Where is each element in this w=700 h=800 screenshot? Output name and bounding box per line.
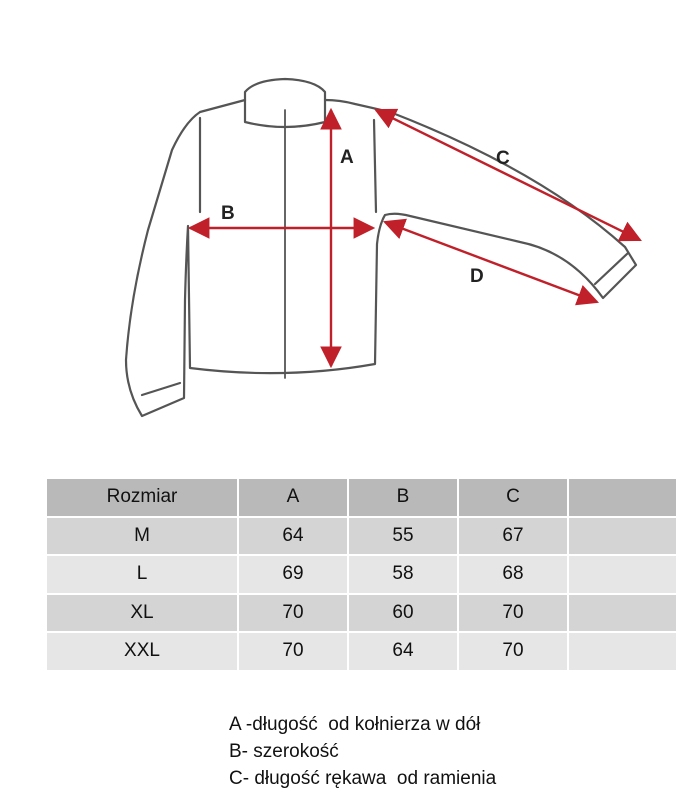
table-cell	[569, 633, 678, 672]
measurement-legend	[229, 711, 496, 792]
table-cell: 60	[349, 595, 459, 634]
table-cell	[569, 556, 678, 595]
table-cell: 70	[459, 595, 569, 634]
table-cell: XXL	[47, 633, 239, 672]
legend-item-b: B- szerokość	[229, 741, 339, 762]
table-cell: 55	[349, 518, 459, 557]
header-cell: A	[239, 479, 349, 518]
table-row	[47, 518, 678, 557]
legend-item-a: A -długość od kołnierza w dół	[229, 714, 481, 735]
label-c: C	[496, 148, 510, 169]
size-table	[47, 479, 678, 672]
table-row	[47, 633, 678, 672]
table-cell: 69	[239, 556, 349, 595]
header-cell: Rozmiar	[47, 479, 239, 518]
table-cell: 58	[349, 556, 459, 595]
label-d: D	[470, 266, 484, 287]
table-cell: 64	[239, 518, 349, 557]
label-a: A	[340, 147, 354, 168]
table-row	[47, 595, 678, 634]
arrow-c	[376, 110, 640, 240]
table-cell: 70	[239, 595, 349, 634]
table-cell	[569, 518, 678, 557]
table-cell: 68	[459, 556, 569, 595]
table-cell: XL	[47, 595, 239, 634]
header-cell: C	[459, 479, 569, 518]
table-header-row	[47, 479, 678, 518]
table-cell: 64	[349, 633, 459, 672]
arrow-d	[385, 222, 597, 302]
table-cell: M	[47, 518, 239, 557]
header-cell: B	[349, 479, 459, 518]
label-b: B	[221, 203, 235, 224]
table-cell: 70	[239, 633, 349, 672]
jacket-outline	[126, 79, 636, 416]
legend-item-c: C- długość rękawa od ramienia	[229, 768, 497, 789]
table-cell: 70	[459, 633, 569, 672]
table-cell: L	[47, 556, 239, 595]
table-cell: 67	[459, 518, 569, 557]
header-cell	[569, 479, 678, 518]
measurement-arrows	[190, 110, 640, 366]
table-row	[47, 556, 678, 595]
table-cell	[569, 595, 678, 634]
